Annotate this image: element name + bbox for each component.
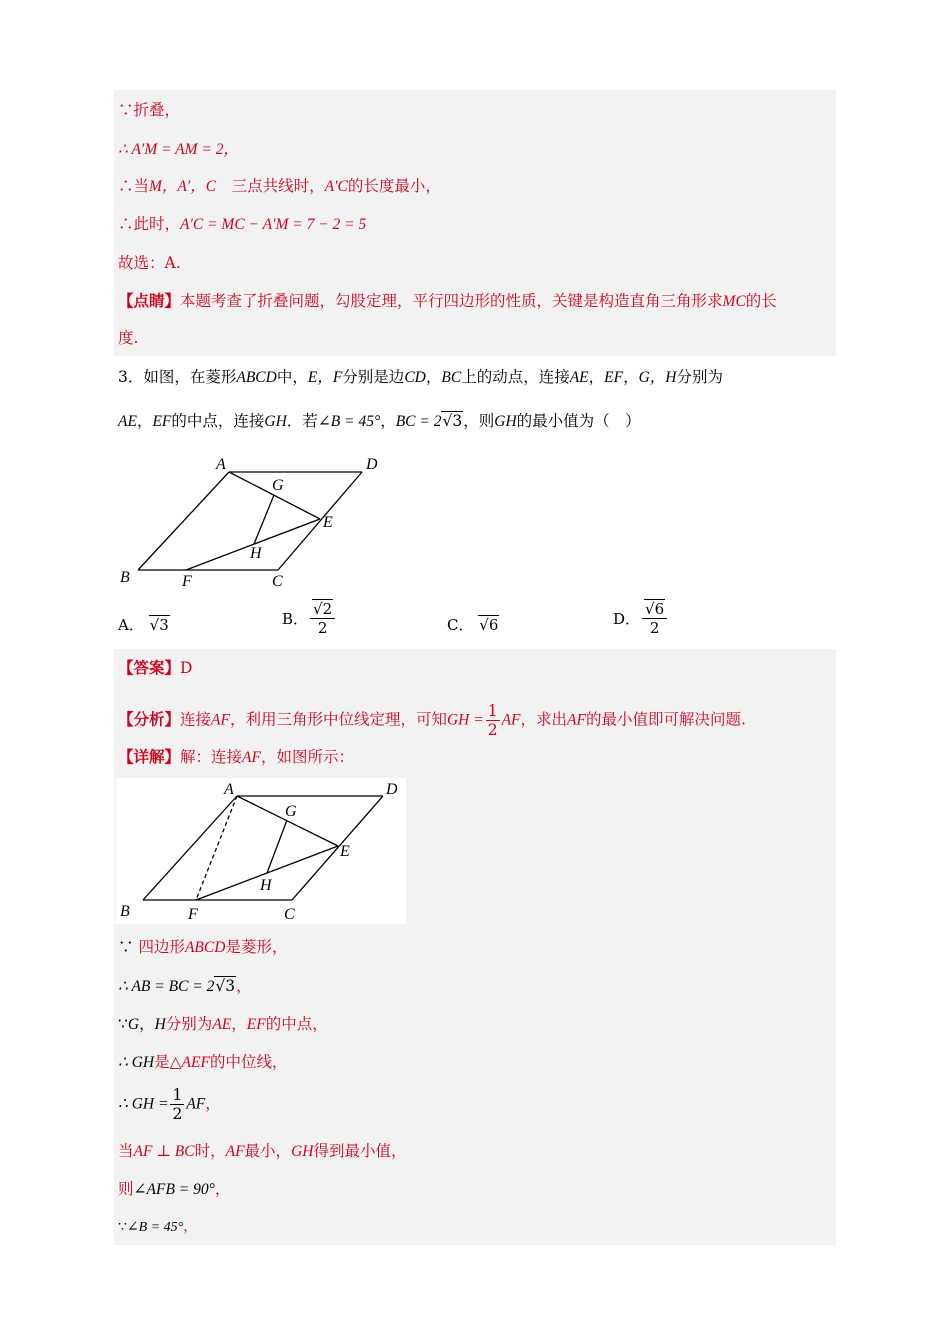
label-c: C	[284, 906, 295, 923]
step-7: 则∠AFB = 90°，	[118, 1180, 231, 1198]
option-a[interactable]: A． √3	[118, 616, 169, 634]
label-a: A	[216, 456, 226, 473]
prev-line-1: ∵折叠，	[118, 101, 181, 119]
prev-line-5: 故选：A.	[118, 254, 181, 272]
label-b: B	[120, 569, 130, 586]
question-line-1: 3．如图，在菱形ABCD中，E，F分别是边CD，BC上的动点，连接AE，EF，G，H分别为	[118, 368, 724, 386]
label-h: H	[260, 877, 272, 894]
step-2: ∴ AB = BC = 2√3，	[118, 977, 252, 995]
label-c: C	[272, 573, 283, 590]
rhombus-figure-question	[112, 452, 392, 592]
label-b: B	[120, 903, 130, 920]
rhombus-figure-solution	[116, 778, 406, 924]
analysis-line: 【分析】连接AF，利用三角形中位线定理，可知GH = $\frac{1}{2}$ AF，求出AF的最小值即可解决问题.	[118, 702, 746, 739]
option-b[interactable]: B． $\frac{√2}{2}$	[282, 600, 337, 637]
label-d: D	[386, 781, 398, 798]
answer-line: 【答案】D	[118, 658, 193, 677]
detail-line: 【详解】解：连接AF，如图所示：	[118, 747, 354, 766]
edge-dc	[278, 472, 362, 570]
step-8: ∵∠B = 45°，	[118, 1219, 198, 1235]
label-h: H	[250, 545, 262, 562]
label-f: F	[182, 573, 192, 590]
label-d: D	[366, 456, 378, 473]
step-6: 当AF ⊥ BC时，AF最小，GH得到最小值，	[118, 1142, 407, 1160]
label-e: E	[340, 843, 350, 860]
option-c[interactable]: C． √6	[447, 616, 499, 634]
label-g: G	[272, 477, 284, 494]
option-d[interactable]: D． $\frac{√6}{2}$	[613, 600, 669, 637]
step-3: ∵G，H分别为AE，EF的中点，	[118, 1015, 328, 1033]
label-g: G	[285, 803, 297, 820]
comment-line-1: 【点睛】本题考查了折叠问题，勾股定理，平行四边形的性质，关键是构造直角三角形求MC的长	[118, 291, 777, 310]
question-line-2: AE，EF的中点，连接GH．若∠B = 45°，BC = 2√3，则GH的最小值为（ ）	[118, 412, 641, 430]
label-a: A	[224, 781, 234, 798]
step-5: ∴ GH = $\frac{1}{2}$ AF，	[118, 1086, 221, 1123]
step-4: ∴ GH是△AEF的中位线，	[118, 1053, 288, 1071]
label-f: F	[188, 906, 198, 923]
label-e: E	[323, 514, 333, 531]
segment-gh	[254, 495, 274, 544]
prev-line-2: ∴ A′M = AM = 2，	[118, 141, 239, 158]
step-1: ∵ 四边形ABCD是菱形，	[118, 938, 288, 956]
prev-line-3: ∴当M，A′，C 三点共线时，A′C的长度最小，	[118, 177, 441, 195]
comment-line-2: 度.	[118, 329, 139, 347]
edge-ab	[138, 472, 229, 570]
prev-line-4: ∴此时，A′C = MC − A′M = 7 − 2 = 5	[118, 215, 367, 233]
